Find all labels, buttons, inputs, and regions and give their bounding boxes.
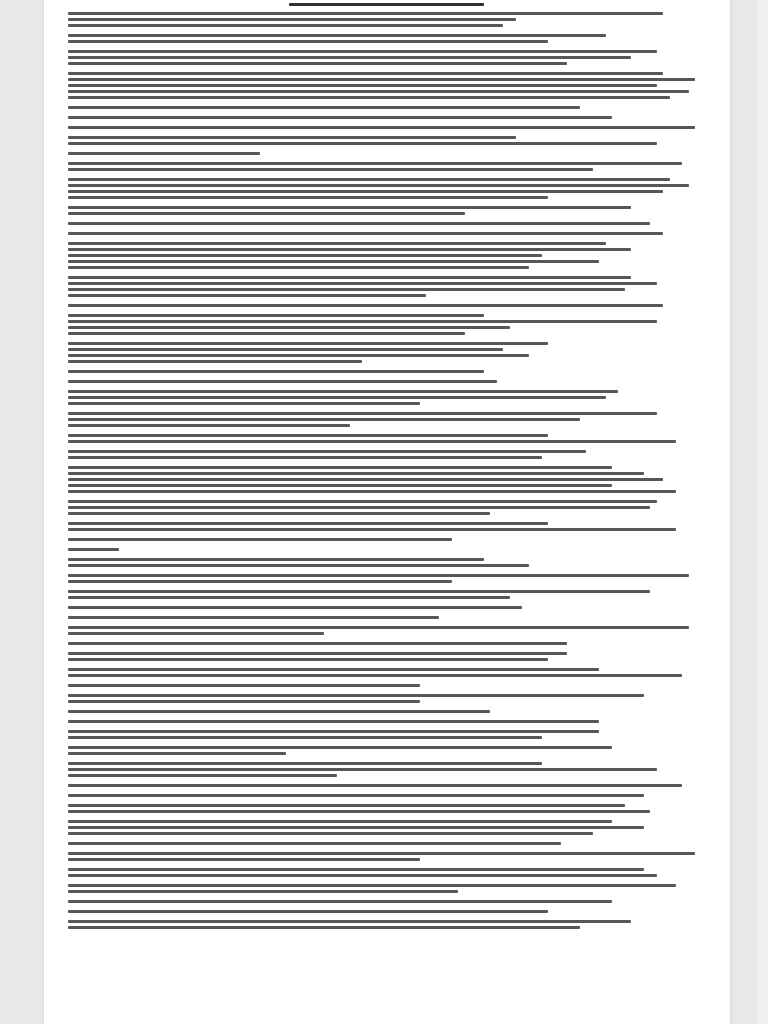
paragraph	[68, 820, 708, 835]
text-line	[68, 106, 580, 109]
paragraph	[68, 136, 708, 145]
text-line	[68, 196, 548, 199]
text-line	[68, 810, 650, 813]
paragraph	[68, 558, 708, 567]
paragraph	[68, 606, 708, 609]
text-line	[68, 380, 497, 383]
text-line	[68, 56, 631, 59]
paragraph	[68, 72, 708, 99]
text-line	[68, 868, 644, 871]
text-line	[68, 694, 644, 697]
text-line	[68, 710, 490, 713]
text-line	[68, 370, 484, 373]
text-line	[68, 794, 644, 797]
text-line	[68, 580, 452, 583]
text-line	[68, 142, 657, 145]
text-line	[68, 910, 548, 913]
text-line	[68, 184, 689, 187]
text-line	[68, 294, 426, 297]
text-line	[68, 590, 650, 593]
text-line	[68, 342, 548, 345]
paragraph	[68, 574, 708, 583]
paragraph	[68, 852, 708, 861]
text-line	[68, 116, 612, 119]
text-line	[68, 72, 663, 75]
text-line	[68, 762, 542, 765]
text-line	[68, 288, 625, 291]
paragraph	[68, 868, 708, 877]
text-line	[68, 852, 695, 855]
paragraph	[68, 538, 708, 541]
text-line	[68, 162, 682, 165]
text-line	[68, 632, 324, 635]
paragraph	[68, 500, 708, 515]
paragraph	[68, 178, 708, 199]
text-line	[68, 450, 586, 453]
text-line	[68, 12, 663, 15]
paragraph	[68, 694, 708, 703]
text-line	[68, 136, 516, 139]
text-line	[68, 326, 510, 329]
paragraph	[68, 842, 708, 845]
text-line	[68, 768, 657, 771]
text-line	[68, 466, 612, 469]
text-line	[68, 50, 657, 53]
text-line	[68, 304, 663, 307]
text-line	[68, 804, 625, 807]
text-line	[68, 40, 548, 43]
paragraph	[68, 746, 708, 755]
text-line	[68, 34, 606, 37]
text-line	[68, 606, 522, 609]
text-line	[68, 360, 362, 363]
paragraph	[68, 242, 708, 269]
paragraph	[68, 668, 708, 677]
text-line	[68, 564, 529, 567]
document-page	[44, 0, 730, 1024]
paragraph	[68, 762, 708, 777]
paragraph	[68, 116, 708, 119]
paragraph	[68, 304, 708, 307]
text-line	[68, 820, 612, 823]
text-line	[68, 548, 119, 551]
text-line	[68, 478, 663, 481]
text-line	[68, 700, 420, 703]
paragraph	[68, 920, 708, 929]
paragraph	[68, 342, 708, 363]
text-line	[68, 390, 618, 393]
text-line	[68, 248, 631, 251]
text-line	[68, 642, 567, 645]
text-line	[68, 626, 689, 629]
text-line	[68, 752, 286, 755]
text-line	[68, 440, 676, 443]
paragraph	[68, 642, 708, 645]
text-line	[68, 62, 567, 65]
paragraph	[68, 466, 708, 493]
scrollbar[interactable]	[758, 0, 768, 1024]
text-line	[68, 24, 503, 27]
text-line	[68, 96, 670, 99]
paragraph	[68, 276, 708, 297]
text-line	[68, 900, 612, 903]
paragraph	[68, 412, 708, 427]
paragraph	[68, 684, 708, 687]
paragraph	[68, 152, 708, 155]
paragraph	[68, 548, 708, 551]
text-line	[68, 652, 567, 655]
paragraph	[68, 652, 708, 661]
paragraph	[68, 784, 708, 787]
text-line	[68, 276, 631, 279]
text-line	[68, 512, 490, 515]
text-line	[68, 222, 650, 225]
text-line	[68, 890, 458, 893]
paragraph	[68, 34, 708, 43]
paragraph	[68, 794, 708, 797]
text-line	[68, 314, 484, 317]
text-line	[68, 484, 612, 487]
text-line	[68, 730, 599, 733]
text-line	[68, 212, 465, 215]
text-line	[68, 206, 631, 209]
text-line	[68, 418, 580, 421]
text-line	[68, 832, 593, 835]
text-line	[68, 152, 260, 155]
paragraph	[68, 626, 708, 635]
paragraph	[68, 126, 708, 129]
text-line	[68, 178, 670, 181]
paragraph	[68, 232, 708, 235]
paragraph	[68, 884, 708, 893]
text-line	[68, 842, 561, 845]
text-line	[68, 884, 676, 887]
text-line	[68, 434, 548, 437]
text-line	[68, 826, 644, 829]
text-line	[68, 232, 663, 235]
page-title	[289, 3, 484, 6]
text-line	[68, 596, 510, 599]
paragraph	[68, 720, 708, 723]
text-line	[68, 920, 631, 923]
document-body	[68, 12, 708, 936]
paragraph	[68, 314, 708, 335]
text-line	[68, 90, 689, 93]
paragraph	[68, 804, 708, 813]
text-line	[68, 522, 548, 525]
paragraph	[68, 710, 708, 713]
text-line	[68, 668, 599, 671]
text-line	[68, 84, 657, 87]
text-line	[68, 506, 650, 509]
paragraph	[68, 162, 708, 171]
text-line	[68, 558, 484, 561]
text-line	[68, 926, 580, 929]
text-line	[68, 402, 420, 405]
paragraph	[68, 590, 708, 599]
text-line	[68, 858, 420, 861]
text-line	[68, 774, 337, 777]
paragraph	[68, 730, 708, 739]
text-line	[68, 242, 606, 245]
text-line	[68, 472, 644, 475]
paragraph	[68, 222, 708, 225]
paragraph	[68, 616, 708, 619]
text-line	[68, 424, 350, 427]
text-line	[68, 126, 695, 129]
paragraph	[68, 380, 708, 383]
text-line	[68, 736, 542, 739]
text-line	[68, 78, 695, 81]
text-line	[68, 658, 548, 661]
paragraph	[68, 910, 708, 913]
text-line	[68, 396, 606, 399]
paragraph	[68, 50, 708, 65]
text-line	[68, 746, 612, 749]
paragraph	[68, 390, 708, 405]
text-line	[68, 500, 657, 503]
text-line	[68, 260, 599, 263]
text-line	[68, 684, 420, 687]
text-line	[68, 266, 529, 269]
text-line	[68, 538, 452, 541]
text-line	[68, 354, 529, 357]
text-line	[68, 412, 657, 415]
text-line	[68, 348, 503, 351]
text-line	[68, 282, 657, 285]
paragraph	[68, 370, 708, 373]
text-line	[68, 528, 676, 531]
paragraph	[68, 106, 708, 109]
text-line	[68, 490, 676, 493]
text-line	[68, 720, 599, 723]
text-line	[68, 616, 439, 619]
paragraph	[68, 12, 708, 27]
paragraph	[68, 900, 708, 903]
text-line	[68, 874, 657, 877]
text-line	[68, 332, 465, 335]
text-line	[68, 456, 542, 459]
paragraph	[68, 522, 708, 531]
text-line	[68, 784, 682, 787]
text-line	[68, 190, 663, 193]
paragraph	[68, 434, 708, 443]
text-line	[68, 18, 516, 21]
paragraph	[68, 450, 708, 459]
text-line	[68, 674, 682, 677]
text-line	[68, 574, 689, 577]
paragraph	[68, 206, 708, 215]
text-line	[68, 168, 593, 171]
text-line	[68, 254, 542, 257]
text-line	[68, 320, 657, 323]
